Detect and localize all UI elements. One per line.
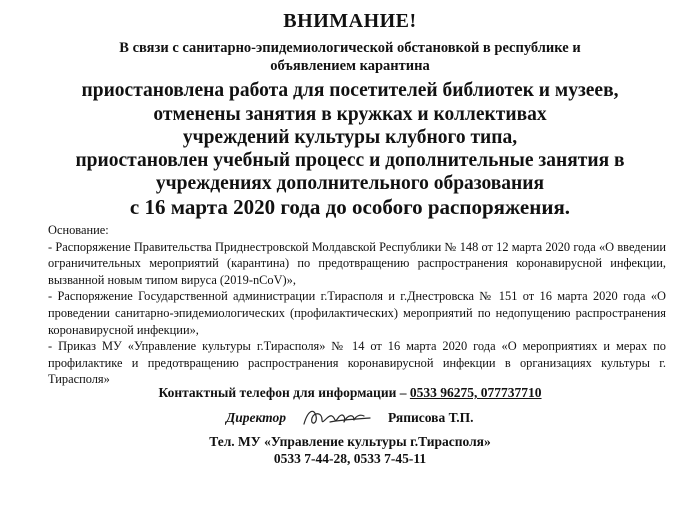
director-name: Ряписова Т.П. bbox=[388, 410, 474, 425]
basis-heading: Основание: bbox=[48, 223, 109, 237]
notice-line-1: приостановлена работа для посетителей библиотек и музеев, bbox=[81, 80, 619, 101]
notice-line-4: приостановлен учебный процесс и дополнительные занятия в bbox=[75, 150, 625, 171]
basis-item: - Распоряжение Государственной администрации г.Тирасполя и г.Днестровска № 151 от 16 марта 2020 года «О проведении санитарно-эпидемиологических (профилактических) мероприятий по недопущению распространения коронавирусной инфекции», bbox=[48, 289, 666, 337]
notice-line-5: учреждениях дополнительного образования bbox=[155, 173, 545, 194]
intro-line-1: В связи с санитарно-эпидемиологической обстановкой в республике и bbox=[119, 40, 581, 56]
signature-image bbox=[300, 404, 372, 436]
basis-item: - Приказ МУ «Управление культуры г.Тирасполя» № 14 от 16 марта 2020 года «О мероприятиях и мерах по профилактике и предотвращению распространения коронавирусной инфекции в организациях культуры г. Тирасполя» bbox=[48, 339, 666, 387]
intro-line-2: объявлением карантина bbox=[270, 58, 430, 74]
notice-date-line: с 16 марта 2020 года до особого распоряжения. bbox=[129, 195, 571, 219]
basis-section bbox=[48, 222, 666, 388]
notice-line-3: учреждений культуры клубного типа, bbox=[182, 127, 518, 148]
notice-line-2: отменены занятия в кружках и коллективах bbox=[153, 104, 547, 125]
contact-phones: 0533 96275, 077737710 bbox=[409, 385, 542, 400]
contact-label: Контактный телефон для информации – bbox=[158, 385, 410, 400]
contact-line bbox=[0, 385, 700, 401]
director-row bbox=[222, 406, 582, 432]
notice-title: ВНИМАНИЕ! bbox=[283, 10, 417, 32]
basis-item: - Распоряжение Правительства Приднестровской Молдавской Республики № 148 от 12 марта 2020 года «О введении ограничительных мероприятий (карантина) по предотвращению распространения коронавирусной инфекции, вызванной новым типом вируса (2019-nCoV)», bbox=[48, 239, 666, 287]
director-label: Директор bbox=[226, 410, 286, 425]
department-tel-line: Тел. МУ «Управление культуры г.Тирасполя» bbox=[209, 434, 491, 449]
department-numbers: 0533 7-44-28, 0533 7-45-11 bbox=[273, 451, 427, 466]
